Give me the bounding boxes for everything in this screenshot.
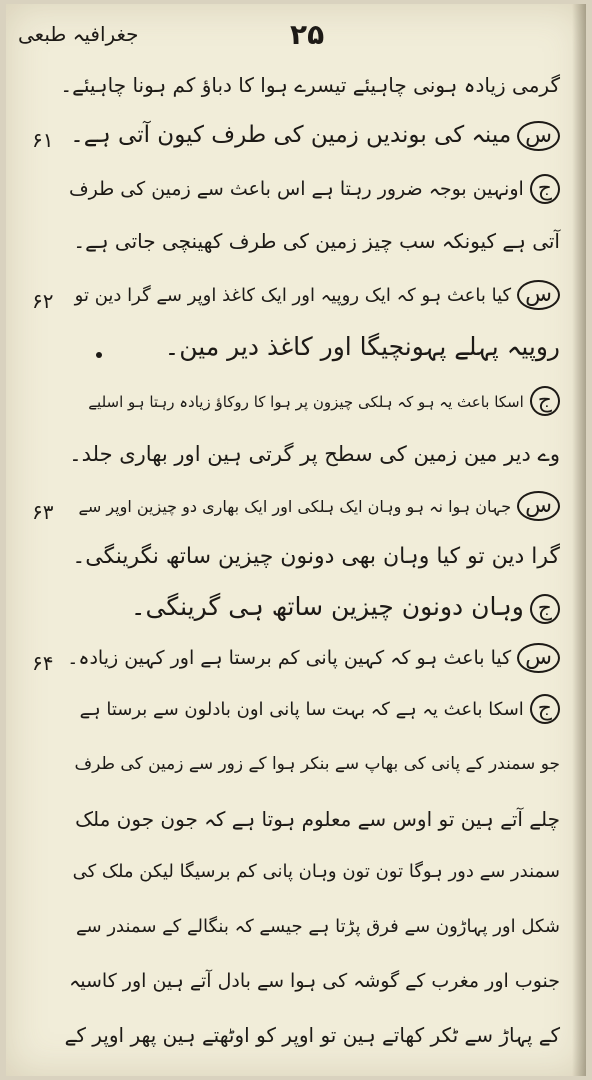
text-line: [69, 964, 560, 998]
question-number: ۶۳: [32, 500, 54, 524]
text-line: [65, 1018, 560, 1052]
text-line: [67, 641, 560, 675]
text-line: [131, 590, 560, 624]
question-mark: س: [517, 121, 560, 151]
line-text: اونہین بوجہ ضرور رہتا ہے اس باعث سے زمین کی طرف: [68, 178, 524, 200]
line-text: شکل اور پہاڑون سے فرق پڑتا ہے جیسے کہ بنگالے کے سمندر سے: [76, 916, 560, 937]
answer-mark: ج: [530, 386, 560, 416]
text-line: [76, 910, 560, 944]
line-text: وے دیر مین زمین کی سطح پر گرتی ہین اور بھاری جلد۔: [69, 442, 560, 466]
text-line: [70, 118, 560, 152]
text-line: [69, 437, 560, 471]
text-line: [165, 330, 560, 364]
answer-mark: ج: [530, 174, 560, 204]
line-text: جنوب اور مغرب کے گوشہ کی ہوا سے بادل آتے ہین اور کاسیہ: [69, 970, 560, 992]
question-mark: س: [517, 643, 560, 673]
line-text: وہان دونون چیزین ساتھ ہی گرینگی۔: [130, 592, 524, 621]
page-header: [6, 14, 586, 54]
question-mark: س: [517, 491, 560, 521]
line-text: کے پہاڑ سے ٹکر کھاتے ہین تو اوپر کو اوٹھتے ہین پھر اوپر کے: [64, 1023, 560, 1047]
question-number: ۶۴: [32, 651, 54, 675]
text-line: [75, 802, 560, 836]
answer-mark: ج: [530, 694, 560, 724]
page-binding-shadow: [572, 4, 586, 1076]
running-title: جغرافیہ طبعی: [18, 22, 139, 46]
line-text: روپیہ پہلے پہونچیگا اور کاغذ دیر مین۔: [164, 332, 560, 361]
line-text: سمندر سے دور ہوگا تون تون وہان پانی کم برسیگا لیکن ملک کی: [72, 861, 560, 882]
text-line: [73, 224, 560, 258]
line-text: کیا باعث ہو کہ ایک روپیہ اور ایک کاغذ اوپر سے گرا دین تو: [74, 285, 512, 306]
text-line: [78, 490, 560, 524]
answer-mark: ج: [530, 594, 560, 624]
line-text: جہان ہوا نہ ہو وہان ایک ہلکی اور ایک بھاری دو چیزین اوپر سے: [78, 497, 512, 516]
line-text: اسکا باعث یہ ہے کہ بہت سا پانی اون بادلون سے برستا ہے: [79, 699, 524, 720]
line-text: اسکا باعث یہ ہو کہ ہلکی چیزون پر ہوا کا روکاؤ زیادہ رہتا ہو اسلیے: [88, 393, 524, 411]
line-text: گرمی زیادہ ہونی چاہیئے تیسرے ہوا کا دباؤ کم ہونا چاہیئے۔: [60, 73, 560, 97]
text-line: [75, 279, 560, 313]
line-text: آتی ہے کیونکہ سب چیز زمین کی طرف کھینچی جاتی ہے۔: [73, 229, 560, 253]
question-number: ۶۲: [32, 289, 54, 313]
line-text: مینہ کی بوندیں زمین کی طرف کیون آتی ہے۔: [70, 122, 512, 148]
text-line: [80, 693, 560, 727]
line-text: چلے آتے ہین تو اوس سے معلوم ہوتا ہے کہ جون جون ملک: [75, 807, 560, 831]
question-number: ۶۱: [32, 128, 54, 152]
line-text: جو سمندر کے پانی کی بھاپ سے بنکر ہوا کے زور سے زمین کی طرف: [74, 754, 560, 774]
text-line: [74, 747, 560, 781]
book-page: [6, 4, 586, 1076]
line-text: کیا باعث ہو کہ کہین پانی کم برستا ہے اور کہین زیادہ۔: [67, 647, 512, 669]
ink-dot: [96, 352, 102, 358]
text-line: [88, 385, 560, 419]
text-line: [69, 172, 560, 206]
text-line: [73, 855, 560, 889]
text-line: [60, 68, 560, 102]
page-number: ۲۵: [290, 18, 325, 51]
question-mark: س: [517, 280, 560, 310]
line-text: گرا دین تو کیا وہان بھی دونون چیزین ساتھ نگرینگی۔: [72, 544, 560, 569]
text-line: [72, 540, 560, 574]
